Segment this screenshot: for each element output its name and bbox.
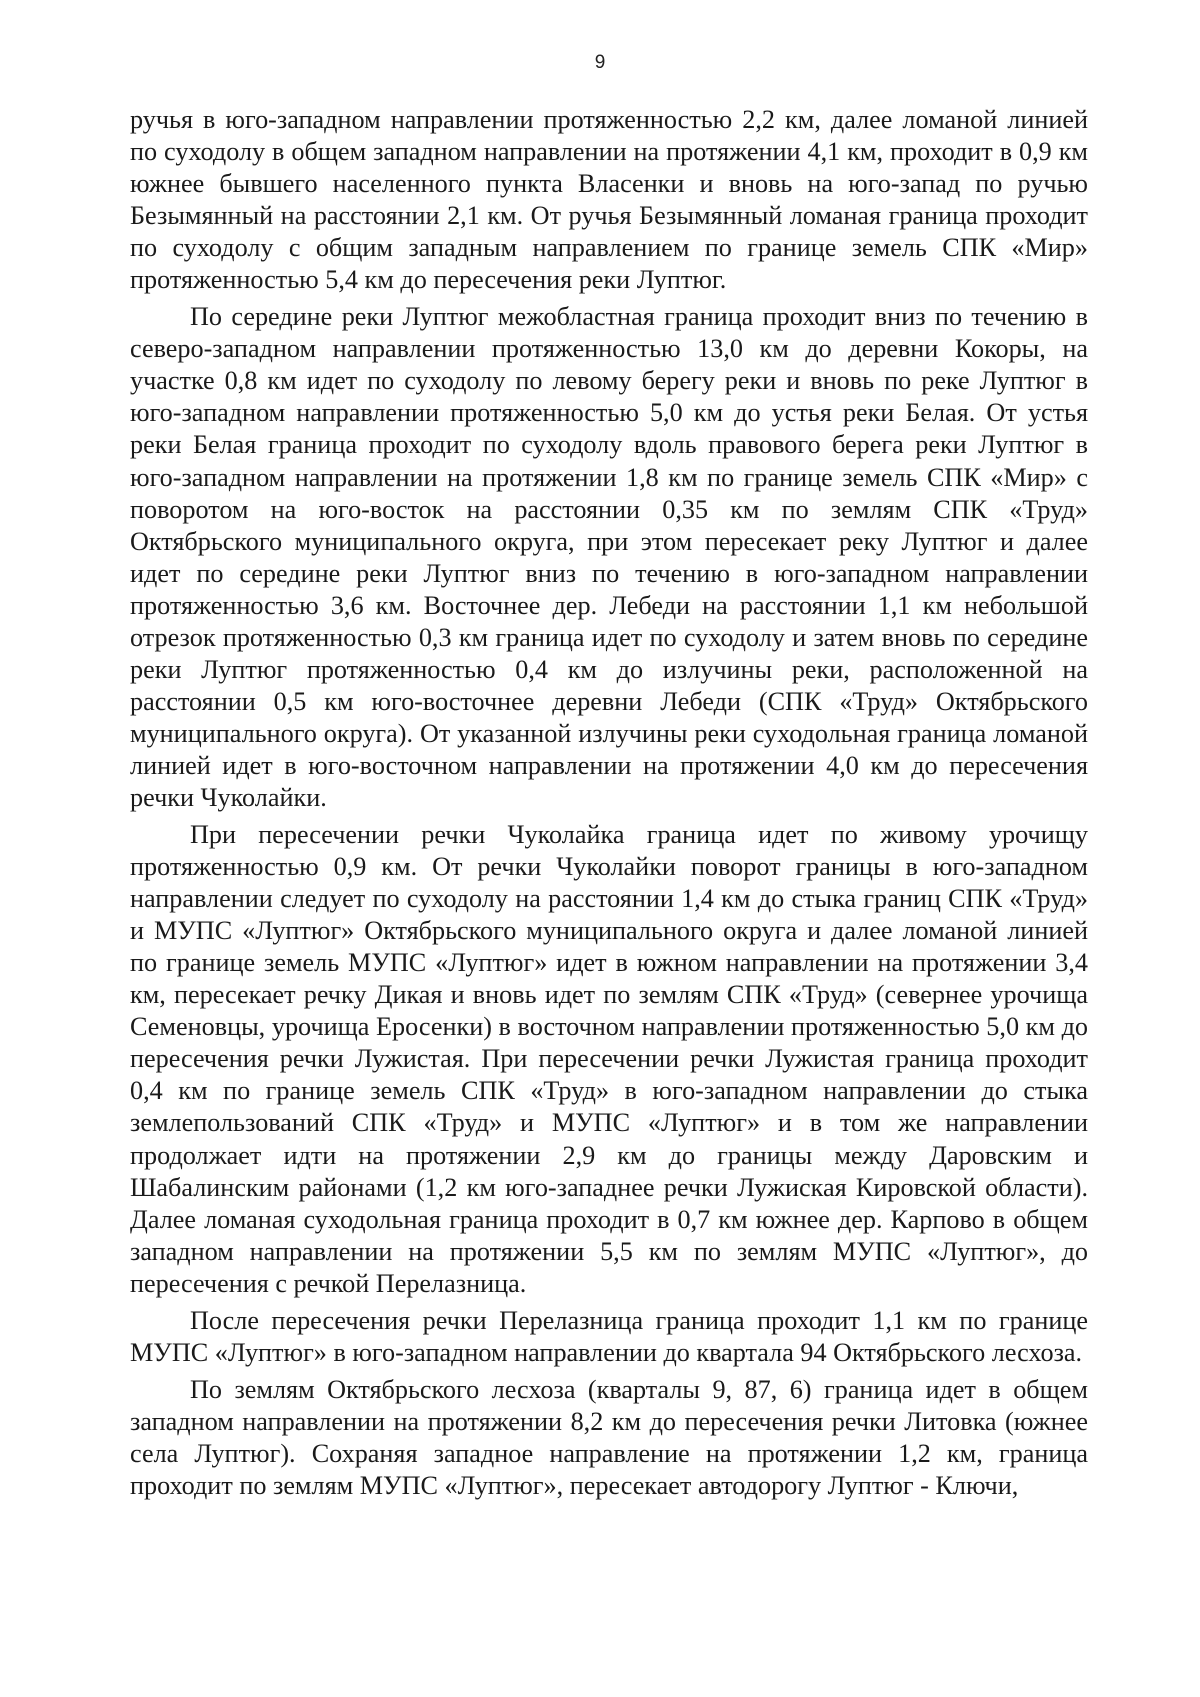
paragraph: После пересечения речки Перелазница граница проходит 1,1 км по границе МУПС «Луптюг» в юго-западном направлении до квартала 94 Октябрьского лесхоза.	[130, 1305, 1088, 1367]
paragraph: По землям Октябрьского лесхоза (кварталы 9, 87, 6) граница идет в общем западном направлении на протяжении 8,2 км до пересечения речки Литовка (южнее села Луптюг). Сохраняя западное направление на протяжении 1,2 км, граница проходит по землям МУПС «Луптюг», пересекает автодорогу Луптюг - Ключи,	[130, 1374, 1088, 1500]
paragraph: При пересечении речки Чуколайка граница идет по живому урочищу протяженностью 0,9 км. От речки Чуколайки поворот границы в юго-западном направлении следует по суходолу на расстоянии 1,4 км до стыка границ СПК «Труд» и МУПС «Луптюг» Октябрьского муниципального округа и далее ломаной линией по границе земель МУПС «Луптюг» идет в южном направлении на протяжении 3,4 км, пересекает речку Дикая и вновь идет по землям СПК «Труд» (севернее урочища Семеновцы, урочища Еросенки) в восточном направлении протяженностью 5,0 км до пересечения речки Лужистая. При пересечении речки Лужистая граница проходит 0,4 км по границе земель СПК «Труд» в юго-западном направлении до стыка землепользований СПК «Труд» и МУПС «Луптюг» и в том же направлении продолжает идти на протяжении 2,9 км до границы между Даровским и Шабалинским районами (1,2 км юго-западнее речки Лужиская Кировской области). Далее ломаная суходольная граница проходит в 0,7 км южнее дер. Карпово в общем западном направлении на протяжении 5,5 км по землям МУПС «Луптюг», до пересечения с речкой Перелазница.	[130, 820, 1088, 1298]
page-number: 9	[594, 52, 606, 73]
document-body	[130, 104, 1088, 1502]
paragraph: ручья в юго-западном направлении протяженностью 2,2 км, далее ломаной линией по суходолу в общем западном направлении на протяжении 4,1 км, проходит в 0,9 км южнее бывшего населенного пункта Власенки и вновь на юго-запад по ручью Безымянный на расстоянии 2,1 км. От ручья Безымянный ломаная граница проходит по суходолу с общим западным направлением по границе земель СПК «Мир» протяженностью 5,4 км до пересечения реки Луптюг.	[130, 105, 1088, 295]
paragraph: По середине реки Луптюг межобластная граница проходит вниз по течению в северо-западном направлении протяженностью 13,0 км до деревни Кокоры, на участке 0,8 км идет по суходолу по левому берегу реки и вновь по реке Луптюг в юго-западном направлении протяженностью 5,0 км до устья реки Белая. От устья реки Белая граница проходит по суходолу вдоль правового берега реки Луптюг в юго-западном направлении на протяжении 1,8 км по границе земель СПК «Мир» с поворотом на юго-восток на расстоянии 0,35 км по землям СПК «Труд» Октябрьского муниципального округа, при этом пересекает реку Луптюг и далее идет по середине реки Луптюг вниз по течению в юго-западном направлении протяженностью 3,6 км. Восточнее дер. Лебеди на расстоянии 1,1 км небольшой отрезок протяженностью 0,3 км граница идет по суходолу и затем вновь по середине реки Луптюг протяженностью 0,4 км до излучины реки, расположенной на расстоянии 0,5 км юго-восточнее деревни Лебеди (СПК «Труд» Октябрьского муниципального округа). От указанной излучины реки суходольная граница ломаной линией идет в юго-восточном направлении на протяжении 4,0 км до пересечения речки Чуколайки.	[130, 302, 1088, 812]
